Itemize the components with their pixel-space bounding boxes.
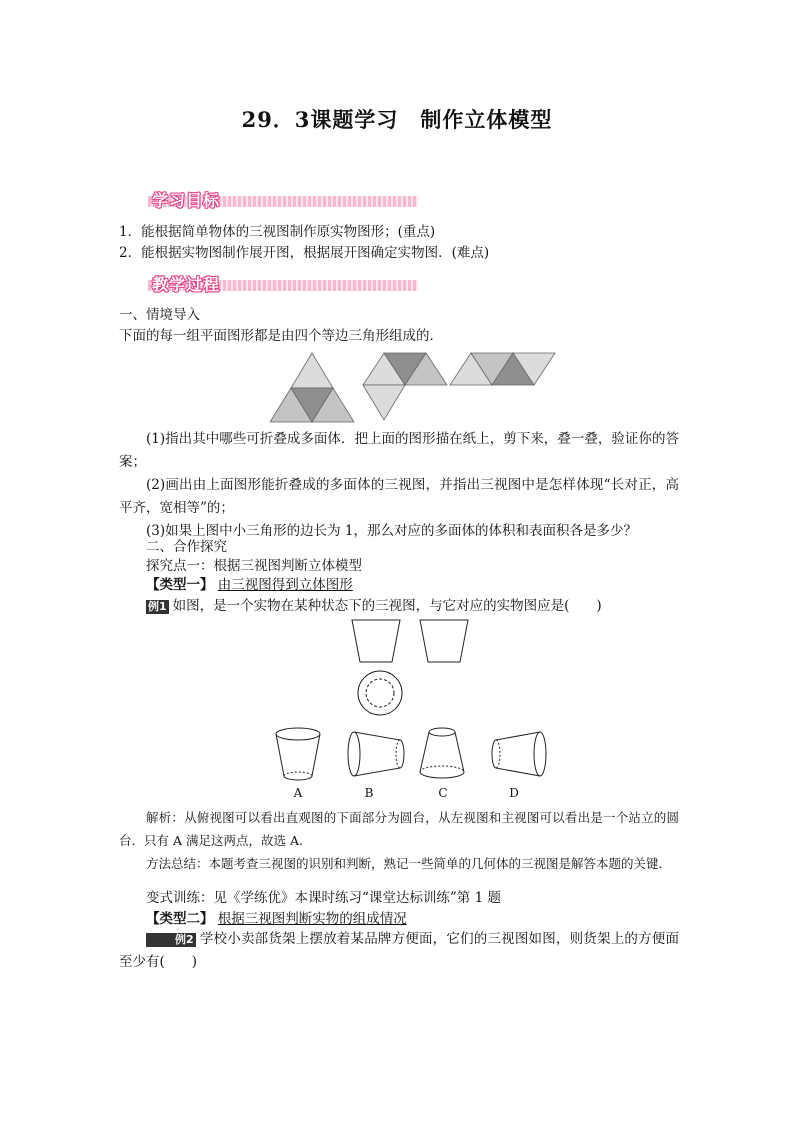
- option-a-shape: [276, 728, 320, 780]
- front-view: [352, 620, 400, 662]
- objective-item-1: 1．能根据简单物体的三视图制作原实物图形；(重点): [119, 224, 436, 240]
- process-heading: 教学过程: [152, 275, 221, 294]
- type2-title: 根据三视图判断实物的组成情况: [217, 911, 407, 927]
- page-title: 29．3课题学习 制作立体模型: [241, 107, 553, 132]
- side-view: [420, 620, 468, 662]
- net-2: [363, 353, 447, 420]
- type1-tag: 【类型一】: [146, 577, 214, 593]
- option-a-label: A: [293, 786, 303, 800]
- analysis-text: 解析：从俯视图可以看出直观图的下面部分为圆台，从左视图和主视图可以看出是一个站立的圆台．只有 A 满足这两点，故选 A.: [119, 810, 679, 848]
- example1: [146, 596, 706, 616]
- summary-text: 方法总结：本题考查三视图的识别和判断，熟记一些简单的几何体的三视图是解答本题的关键．: [146, 856, 672, 871]
- objectives-banner: [148, 188, 418, 212]
- type1-heading: [146, 575, 706, 595]
- top-view-inner: [366, 679, 394, 707]
- net-3: [450, 353, 555, 385]
- type2-tag: 【类型二】: [146, 911, 214, 927]
- example1-badge: 例1: [148, 600, 167, 613]
- options-figure: [270, 722, 560, 784]
- option-d-shape: [492, 732, 546, 776]
- question-2: (2)画出由上面图形能折叠成的多面体的三视图，并指出三视图中是怎样体现“长对正，高平齐，宽相等”的；: [119, 477, 679, 516]
- example2: [119, 928, 679, 974]
- variant-text: 变式训练：见《学练优》本课时练习“课堂达标训练”第 1 题: [146, 890, 501, 906]
- example2-text: 学校小卖部货架上摆放着某品牌方便面，它们的三视图如图，则货架上的方便面至少有( ): [119, 931, 679, 970]
- option-d-label: D: [509, 786, 519, 800]
- type1-title: 由三视图得到立体图形: [217, 577, 353, 593]
- option-c-shape: [420, 728, 464, 778]
- question-3: (3)如果上图中小三角形的边长为 1，那么对应的多面体的体积和表面积各是多少？: [146, 523, 638, 539]
- option-c-label: C: [438, 786, 448, 800]
- question-1: (1)指出其中哪些可折叠成多面体．把上面的图形描在纸上，剪下来，叠一叠，验证你的答案；: [119, 431, 679, 470]
- net-1: [270, 353, 354, 422]
- option-b-label: B: [364, 786, 374, 800]
- point1-heading: 探究点一：根据三视图判断立体模型: [146, 558, 362, 574]
- option-b-shape: [348, 732, 404, 776]
- three-views-figure: [350, 618, 470, 718]
- process-banner: [148, 272, 418, 296]
- objective-item-2: 2．能根据实物图制作展开图，根据展开图确定实物图．(难点): [119, 245, 490, 261]
- type2-heading: [146, 909, 706, 929]
- example1-text: 如图，是一个实物在某种状态下的三视图，与它对应的实物图应是( ): [172, 598, 602, 614]
- intro-text: 下面的每一组平面图形都是由四个等边三角形组成的．: [119, 328, 443, 344]
- triangle-nets-figure: [270, 350, 560, 425]
- example2-badge: 例2: [146, 933, 196, 947]
- explore-heading: 二、合作探究: [146, 539, 227, 555]
- intro-heading: 一、情境导入: [119, 307, 200, 323]
- objectives-heading: 学习目标: [152, 191, 221, 210]
